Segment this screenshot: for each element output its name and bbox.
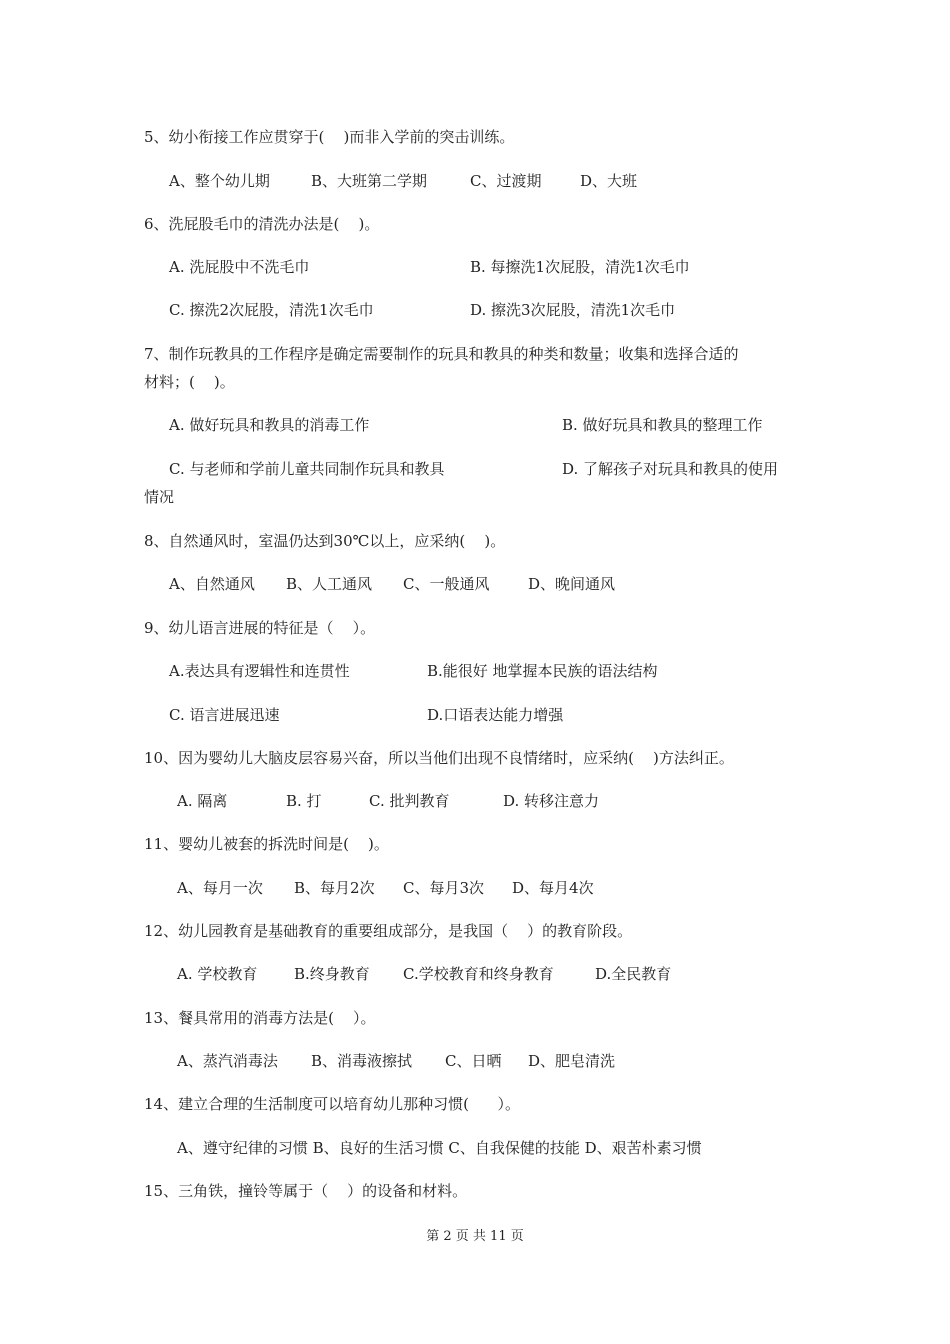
question-10-stem: 10、因为婴幼儿大脑皮层容易兴奋，所以当他们出现不良情绪时，应采纳( )方法纠正。 [144,749,734,767]
question-10-option-a: A. 隔离 [177,792,228,810]
question-14-stem: 14、建立合理的生活制度可以培育幼儿那种习惯( ）。 [144,1095,521,1113]
question-8-stem: 8、自然通风时，室温仍达到30℃以上，应采纳( )。 [144,532,506,550]
question-7-option-c: C. 与老师和学前儿童共同制作玩具和教具 [169,460,445,478]
question-6-option-b: B. 每擦洗1次屁股，清洗1次毛巾 [470,258,690,276]
question-5-option-c: C、过渡期 [470,172,542,190]
question-9-option-b: B.能很好 地掌握本民族的语法结构 [427,662,658,680]
question-13-option-a: A、蒸汽消毒法 [177,1052,278,1070]
question-11-option-a: A、每月一次 [177,879,263,897]
question-7-stem-line2: 材料；( )。 [144,373,235,391]
question-14-options: A、遵守纪律的习惯 B、良好的生活习惯 C、自我保健的技能 D、艰苦朴素习惯 [177,1139,702,1157]
question-13-stem: 13、餐具常用的消毒方法是( ）。 [144,1009,376,1027]
question-9-option-a: A.表达具有逻辑性和连贯性 [169,662,350,680]
question-9-option-d: D.口语表达能力增强 [427,706,564,724]
question-10-option-c: C. 批判教育 [369,792,450,810]
question-11-option-c: C、每月3次 [403,879,485,897]
question-9-option-c: C. 语言进展迅速 [169,706,280,724]
question-13-option-b: B、消毒液擦拭 [311,1052,413,1070]
page-footer: 第 2 页 共 11 页 [426,1229,524,1244]
question-10-option-d: D. 转移注意力 [503,792,600,810]
question-5-option-b: B、大班第二学期 [311,172,428,190]
question-13-option-c: C、日晒 [445,1052,502,1070]
question-7-option-d-continued: 情况 [144,488,175,506]
question-6-option-d: D. 擦洗3次屁股，清洗1次毛巾 [470,301,676,319]
question-11-stem: 11、婴幼儿被套的拆洗时间是( )。 [144,835,389,853]
question-7-option-a: A. 做好玩具和教具的消毒工作 [169,416,370,434]
question-8-option-b: B、人工通风 [286,575,373,593]
question-9-stem: 9、幼儿语言进展的特征是（ ）。 [144,619,376,637]
question-10-option-b: B. 打 [286,792,322,810]
question-8-option-d: D、晚间通风 [528,575,616,593]
question-12-option-a: A. 学校教育 [177,965,258,983]
question-12-option-b: B.终身教育 [294,965,370,983]
question-6-option-a: A. 洗屁股中不洗毛巾 [169,258,310,276]
question-6-option-c: C. 擦洗2次屁股，清洗1次毛巾 [169,301,374,319]
question-7-option-b: B. 做好玩具和教具的整理工作 [562,416,763,434]
question-5-option-a: A、整个幼儿期 [169,172,270,190]
question-15-stem: 15、三角铁，撞铃等属于（ ）的设备和材料。 [144,1182,468,1200]
question-7-option-d: D. 了解孩子对玩具和教具的使用 [562,460,779,478]
question-11-option-d: D、每月4次 [512,879,594,897]
question-6-stem: 6、洗屁股毛巾的清洗办法是( )。 [144,215,380,233]
question-11-option-b: B、每月2次 [294,879,375,897]
question-8-option-c: C、一般通风 [403,575,490,593]
question-13-option-d: D、肥皂清洗 [528,1052,616,1070]
question-7-stem-line1: 7、制作玩教具的工作程序是确定需要制作的玩具和教具的种类和数量；收集和选择合适的 [144,345,739,363]
question-12-stem: 12、幼儿园教育是基础教育的重要组成部分，是我国（ ）的教育阶段。 [144,922,633,940]
question-8-option-a: A、自然通风 [169,575,255,593]
question-12-option-c: C.学校教育和终身教育 [403,965,554,983]
question-5-option-d: D、大班 [580,172,638,190]
question-5-stem: 5、幼小衔接工作应贯穿于( )而非入学前的突击训练。 [144,128,515,146]
question-12-option-d: D.全民教育 [595,965,672,983]
